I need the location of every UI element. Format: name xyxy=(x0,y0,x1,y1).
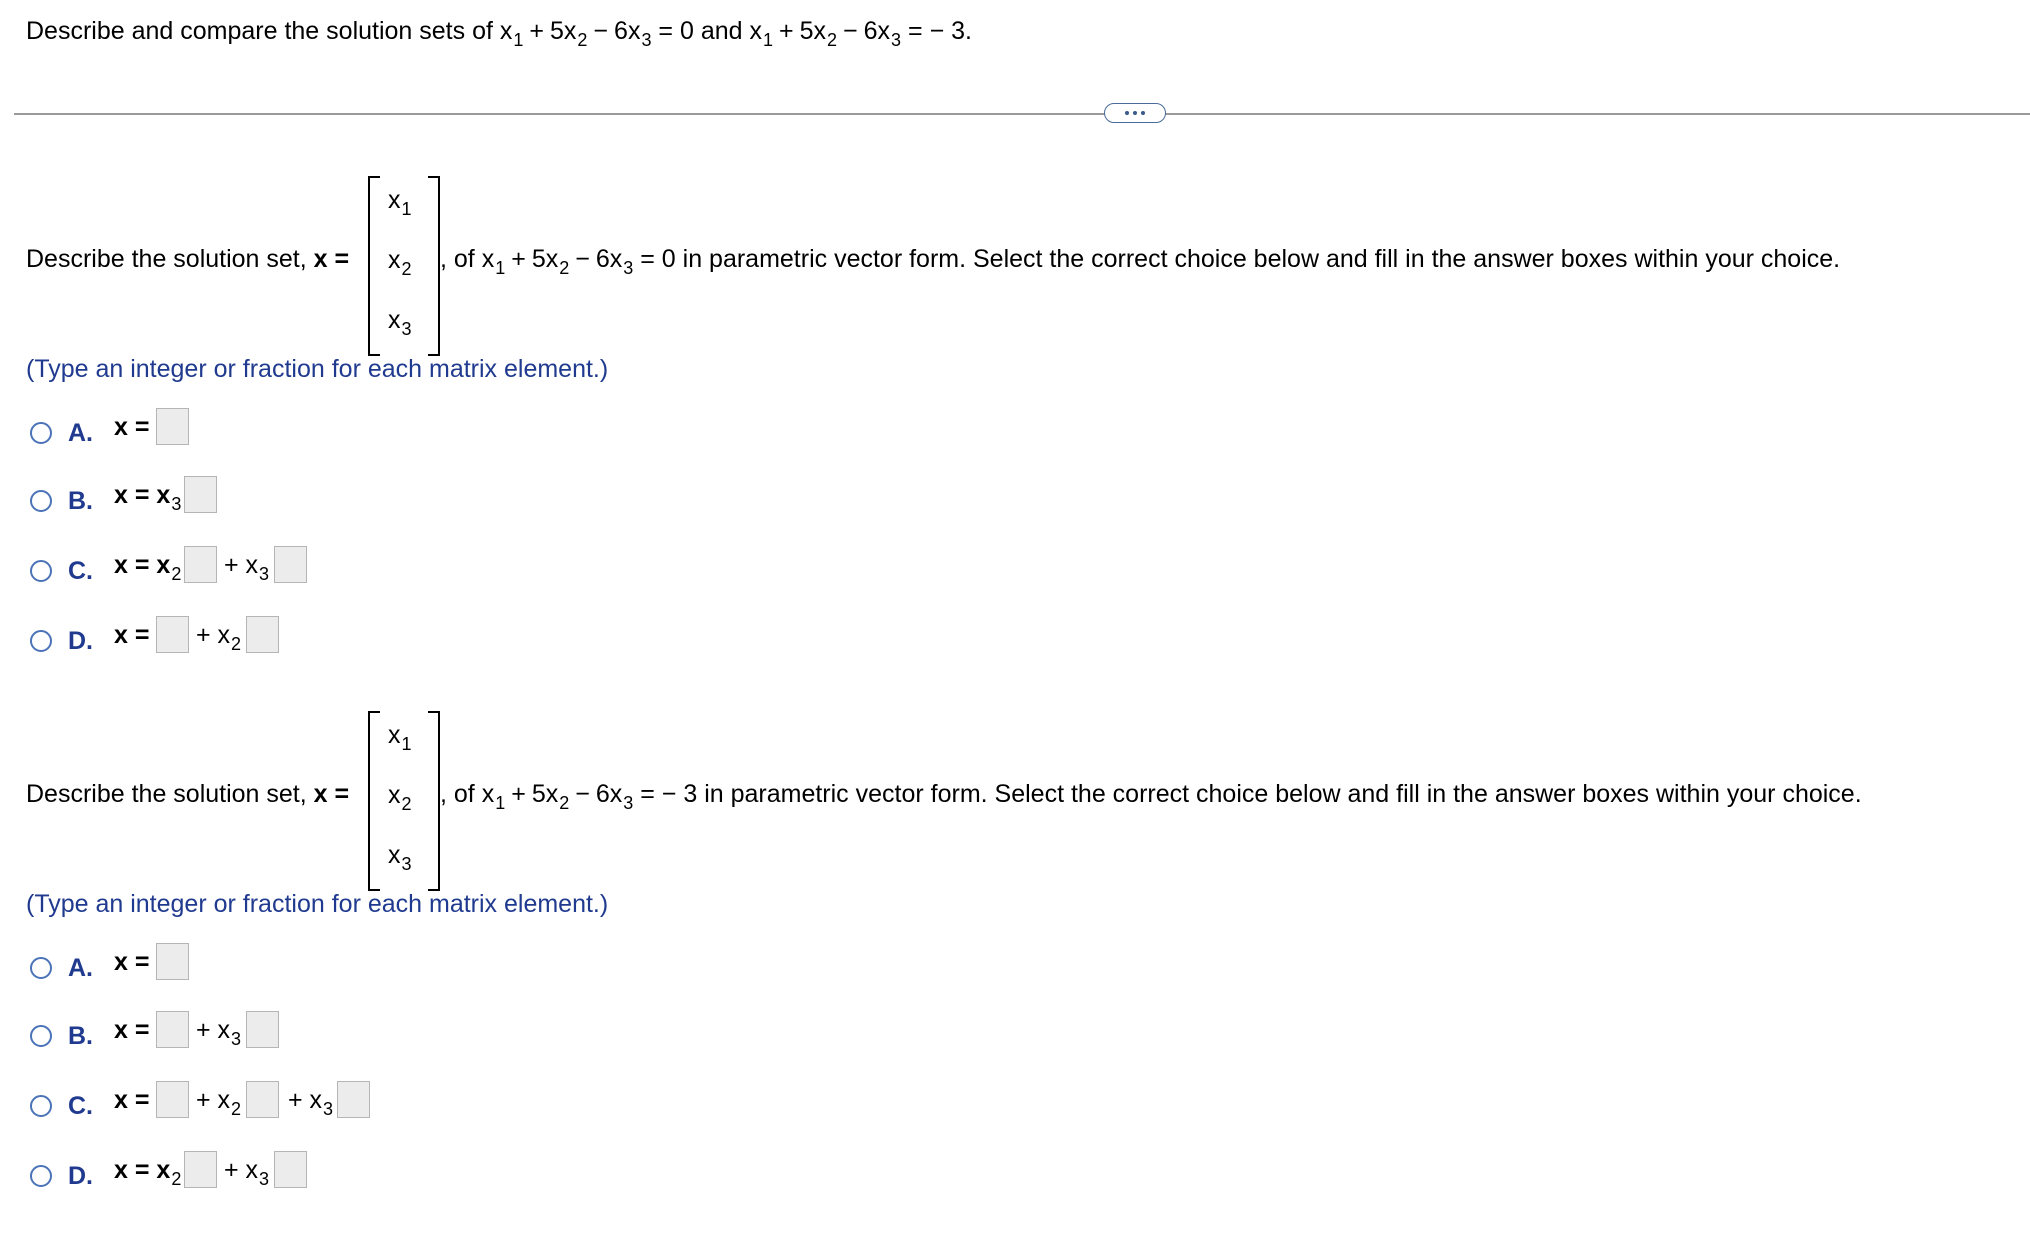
part2-choice-a-radio[interactable] xyxy=(30,957,52,979)
part2-equation-text: , of x 1 + 5 x 2 − 6 x 3 = − 3 in parametric vector form. Select the correct choice below and fill in the answer boxes within your choice. xyxy=(440,780,1862,813)
part1-choice-c-term2: + x 3 xyxy=(224,551,270,584)
part1-c-answer-box-1[interactable] xyxy=(184,546,217,583)
dot-icon xyxy=(1133,111,1137,115)
part2-choice-d-radio[interactable] xyxy=(30,1165,52,1187)
part2-choice-c-letter: C. xyxy=(68,1092,93,1120)
dot-icon xyxy=(1141,111,1145,115)
part1-d-answer-box-1[interactable] xyxy=(156,616,189,653)
part2-instruction: (Type an integer or fraction for each matrix element.) xyxy=(26,890,609,918)
part2-choice-a-label: x = xyxy=(114,948,150,976)
part1-choice-d-radio[interactable] xyxy=(30,630,52,652)
part1-choice-a-letter: A. xyxy=(68,419,93,447)
part2-d-answer-box-2[interactable] xyxy=(274,1151,307,1188)
part2-choice-a-letter: A. xyxy=(68,954,93,982)
matrix-left-bracket xyxy=(368,176,380,356)
part1-choice-b-label: x = x 3 xyxy=(114,481,182,514)
part2-b-answer-box-1[interactable] xyxy=(156,1011,189,1048)
section-divider xyxy=(14,113,2030,115)
part1-instruction: (Type an integer or fraction for each matrix element.) xyxy=(26,355,609,383)
part2-a-answer-box[interactable] xyxy=(156,943,189,980)
part2-choice-d-label: x = x 2 xyxy=(114,1156,182,1189)
question-text: Describe and compare the solution sets of x 1 + 5 x 2 − 6 x 3 = 0 and x 1 + 5 x 2 − 6 x 3 = − 3. xyxy=(26,17,972,50)
part2-choice-b-label: x = xyxy=(114,1016,150,1044)
part2-d-answer-box-1[interactable] xyxy=(184,1151,217,1188)
matrix-right-bracket xyxy=(428,176,440,356)
matrix-right-bracket xyxy=(428,711,440,891)
part2-choice-b-letter: B. xyxy=(68,1022,93,1050)
dot-icon xyxy=(1125,111,1129,115)
part2-b-answer-box-2[interactable] xyxy=(246,1011,279,1048)
more-options-button[interactable] xyxy=(1104,103,1166,123)
part2-choice-b-term2: + x 3 xyxy=(196,1016,242,1049)
part2-choice-d-letter: D. xyxy=(68,1162,93,1190)
part1-c-answer-box-2[interactable] xyxy=(274,546,307,583)
part2-choice-c-label: x = xyxy=(114,1086,150,1114)
part1-d-answer-box-2[interactable] xyxy=(246,616,279,653)
part1-choice-d-letter: D. xyxy=(68,627,93,655)
matrix-entry-x3: x 3 xyxy=(388,841,412,874)
part2-choice-b-radio[interactable] xyxy=(30,1025,52,1047)
matrix-entry-x2: x 2 xyxy=(388,781,412,814)
part2-c-answer-box-2[interactable] xyxy=(246,1081,279,1118)
part1-equation-text: , of x 1 + 5 x 2 − 6 x 3 = 0 in parametric vector form. Select the correct choice below and fill in the answer boxes within your choice. xyxy=(440,245,1841,278)
part1-choice-d-label: x = xyxy=(114,621,150,649)
part1-choice-a-label: x = xyxy=(114,413,150,441)
matrix-entry-x2: x 2 xyxy=(388,246,412,279)
part2-choice-c-radio[interactable] xyxy=(30,1095,52,1117)
part1-choice-b-radio[interactable] xyxy=(30,490,52,512)
part2-c-answer-box-1[interactable] xyxy=(156,1081,189,1118)
part1-choice-a-radio[interactable] xyxy=(30,422,52,444)
matrix-entry-x3: x 3 xyxy=(388,306,412,339)
part2-choice-d-term2: + x 3 xyxy=(224,1156,270,1189)
part1-choice-d-term2: + x 2 xyxy=(196,621,242,654)
matrix-entry-x1: x 1 xyxy=(388,186,412,219)
matrix-entry-x1: x 1 xyxy=(388,721,412,754)
part1-a-answer-box[interactable] xyxy=(156,408,189,445)
part1-b-answer-box[interactable] xyxy=(184,476,217,513)
part1-choice-c-letter: C. xyxy=(68,557,93,585)
part2-choice-c-term3: + x 3 xyxy=(288,1086,334,1119)
part1-choice-c-label: x = x 2 xyxy=(114,551,182,584)
part2-choice-c-term2: + x 2 xyxy=(196,1086,242,1119)
part1-choice-b-letter: B. xyxy=(68,487,93,515)
matrix-left-bracket xyxy=(368,711,380,891)
part2-c-answer-box-3[interactable] xyxy=(337,1081,370,1118)
part2-prompt: Describe the solution set, x = xyxy=(26,780,350,808)
part1-choice-c-radio[interactable] xyxy=(30,560,52,582)
part1-prompt: Describe the solution set, x = xyxy=(26,245,350,273)
